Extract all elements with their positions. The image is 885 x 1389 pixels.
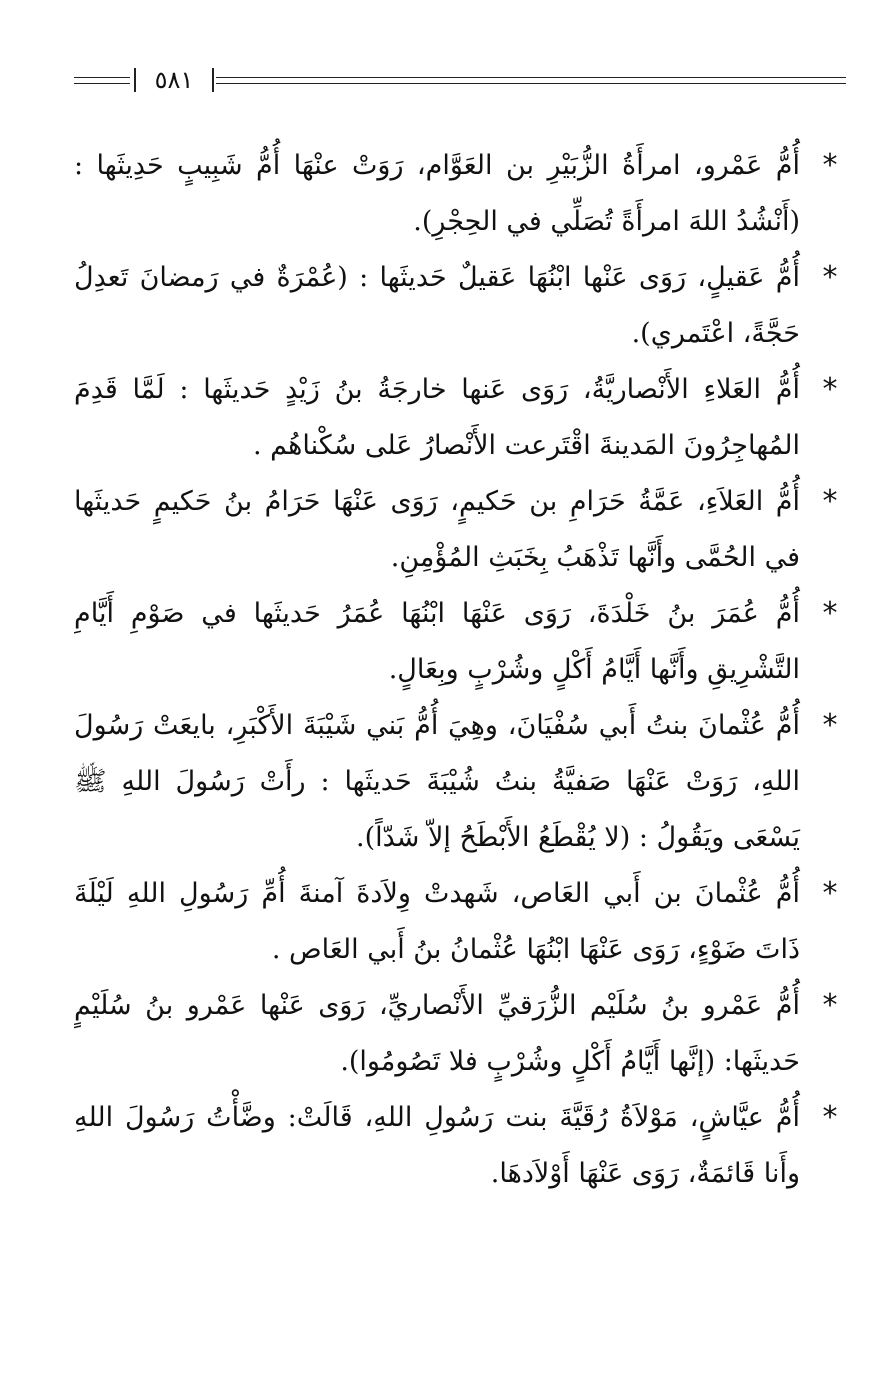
bullet-asterisk: *	[822, 708, 838, 743]
entry-text: أُمُّ عيَّاشٍ، مَوْلاَةُ رُقَيَّةَ بنت رَسُولِ اللهِ، قَالَتْ: وضَّأْتُ رَسُولَ اللهِ وأَنا قَائمَةٌ، رَوَى عَنْهَا أَوْلاَدهَا.	[74, 1102, 800, 1189]
entry-umm-uthman-bint-abi-sufyan	[74, 698, 846, 866]
bullet-asterisk: *	[822, 1100, 838, 1135]
entry-umm-al-ala-ammat-haram	[74, 474, 846, 586]
header-rule-left	[74, 77, 130, 84]
entry-umm-amr	[74, 138, 846, 250]
entry-text: أُمُّ عَمْرو بنُ سُلَيْم الزُّرَقيِّ الأَنْصاريِّ، رَوَى عَنْها عَمْرو بنُ سُلَيْمٍ حَديثَها: (إنَّها أَيَّامُ أَكْلٍ وشُرْبٍ فلا تَصُومُوا).	[74, 990, 800, 1077]
entry-umm-amr-bin-sulaym	[74, 978, 846, 1090]
page-number: ٥٨١	[154, 66, 194, 94]
bullet-asterisk: *	[822, 484, 838, 519]
entry-umm-uthman-bin-abi-al-as	[74, 866, 846, 978]
bullet-asterisk: *	[822, 260, 838, 295]
entries-list	[74, 138, 846, 1268]
header-rule-right	[216, 77, 846, 84]
header-divider-right	[212, 68, 214, 92]
page-header	[74, 66, 846, 96]
bullet-asterisk: *	[822, 372, 838, 407]
entry-text: أُمُّ عُمَرَ بنُ خَلْدَةَ، رَوَى عَنْهَا ابْنُهَا عُمَرُ حَديثَها في صَوْمِ أَيَّامِ التَّشْرِيقِ وأَنَّها أَيَّامُ أَكْلٍ وشُرْبٍ وبِعَالٍ.	[74, 598, 800, 685]
entry-text: أُمُّ العَلاَءِ، عَمَّةُ حَرَامِ بن حَكيمٍ، رَوَى عَنْهَا حَرَامُ بنُ حَكيمٍ حَديثَها في الحُمَّى وأَنَّها تَذْهَبُ بِخَبَثِ المُؤْمِنِ.	[74, 486, 800, 573]
header-divider-left	[134, 68, 136, 92]
entry-umm-aqil	[74, 250, 846, 362]
entry-umm-umar-bin-khalda	[74, 586, 846, 698]
entry-text: أُمُّ عُثْمانَ بنتُ أَبي سُفْيَانَ، وهِيَ أُمُّ بَني شَيْبَةَ الأَكْبَرِ، بايعَتْ رَسُولَ اللهِ، رَوَتْ عَنْهَا صَفيَّةُ بنتُ شُيْبَةَ حَديثَها : رأَتْ رَسُولَ اللهِ ﷺ يَسْعَى ويَقُولُ : (لا يُقْطَعُ الأَبْطَحُ إلاّ شَدّاً).	[74, 710, 800, 853]
entry-text: أُمُّ عُثْمانَ بن أَبي العَاص، شَهدتْ وِلاَدةَ آمنةَ أُمِّ رَسُولِ اللهِ لَيْلَةَ ذَاتَ ضَوْءٍ، رَوَى عَنْهَا ابْنُهَا عُثْمانُ بنُ أَبي العَاص .	[74, 878, 800, 965]
entry-text: أُمُّ عَمْرو، امرأَةُ الزُّبَيْرِ بن العَوَّام، رَوَتْ عنْهَا أُمُّ شَبِيبٍ حَدِيثَها : (أَنْشُدُ اللهَ امرأَةً تُصَلِّي في الحِجْرِ).	[74, 150, 800, 237]
entry-text: أُمُّ عَقيلٍ، رَوَى عَنْها ابْنُهَا عَقيلٌ حَديثَها : (عُمْرَةٌ في رَمضانَ تَعدِلُ حَجَّةً، اعْتَمري).	[74, 262, 800, 349]
bullet-asterisk: *	[822, 148, 838, 183]
entry-umm-ayyash	[74, 1090, 846, 1202]
entry-text: أُمُّ العَلاءِ الأَنْصاريَّةُ، رَوَى عَنها خارجَةُ بنُ زَيْدٍ حَديثَها : لَمَّا قَدِمَ المُهاجِرُونَ المَدينةَ اقْتَرعت الأَنْصارُ عَلى سُكْناهُم .	[74, 374, 800, 461]
bullet-asterisk: *	[822, 988, 838, 1023]
entry-umm-al-ala-ansariyya	[74, 362, 846, 474]
bullet-asterisk: *	[822, 876, 838, 911]
bullet-asterisk: *	[822, 596, 838, 631]
